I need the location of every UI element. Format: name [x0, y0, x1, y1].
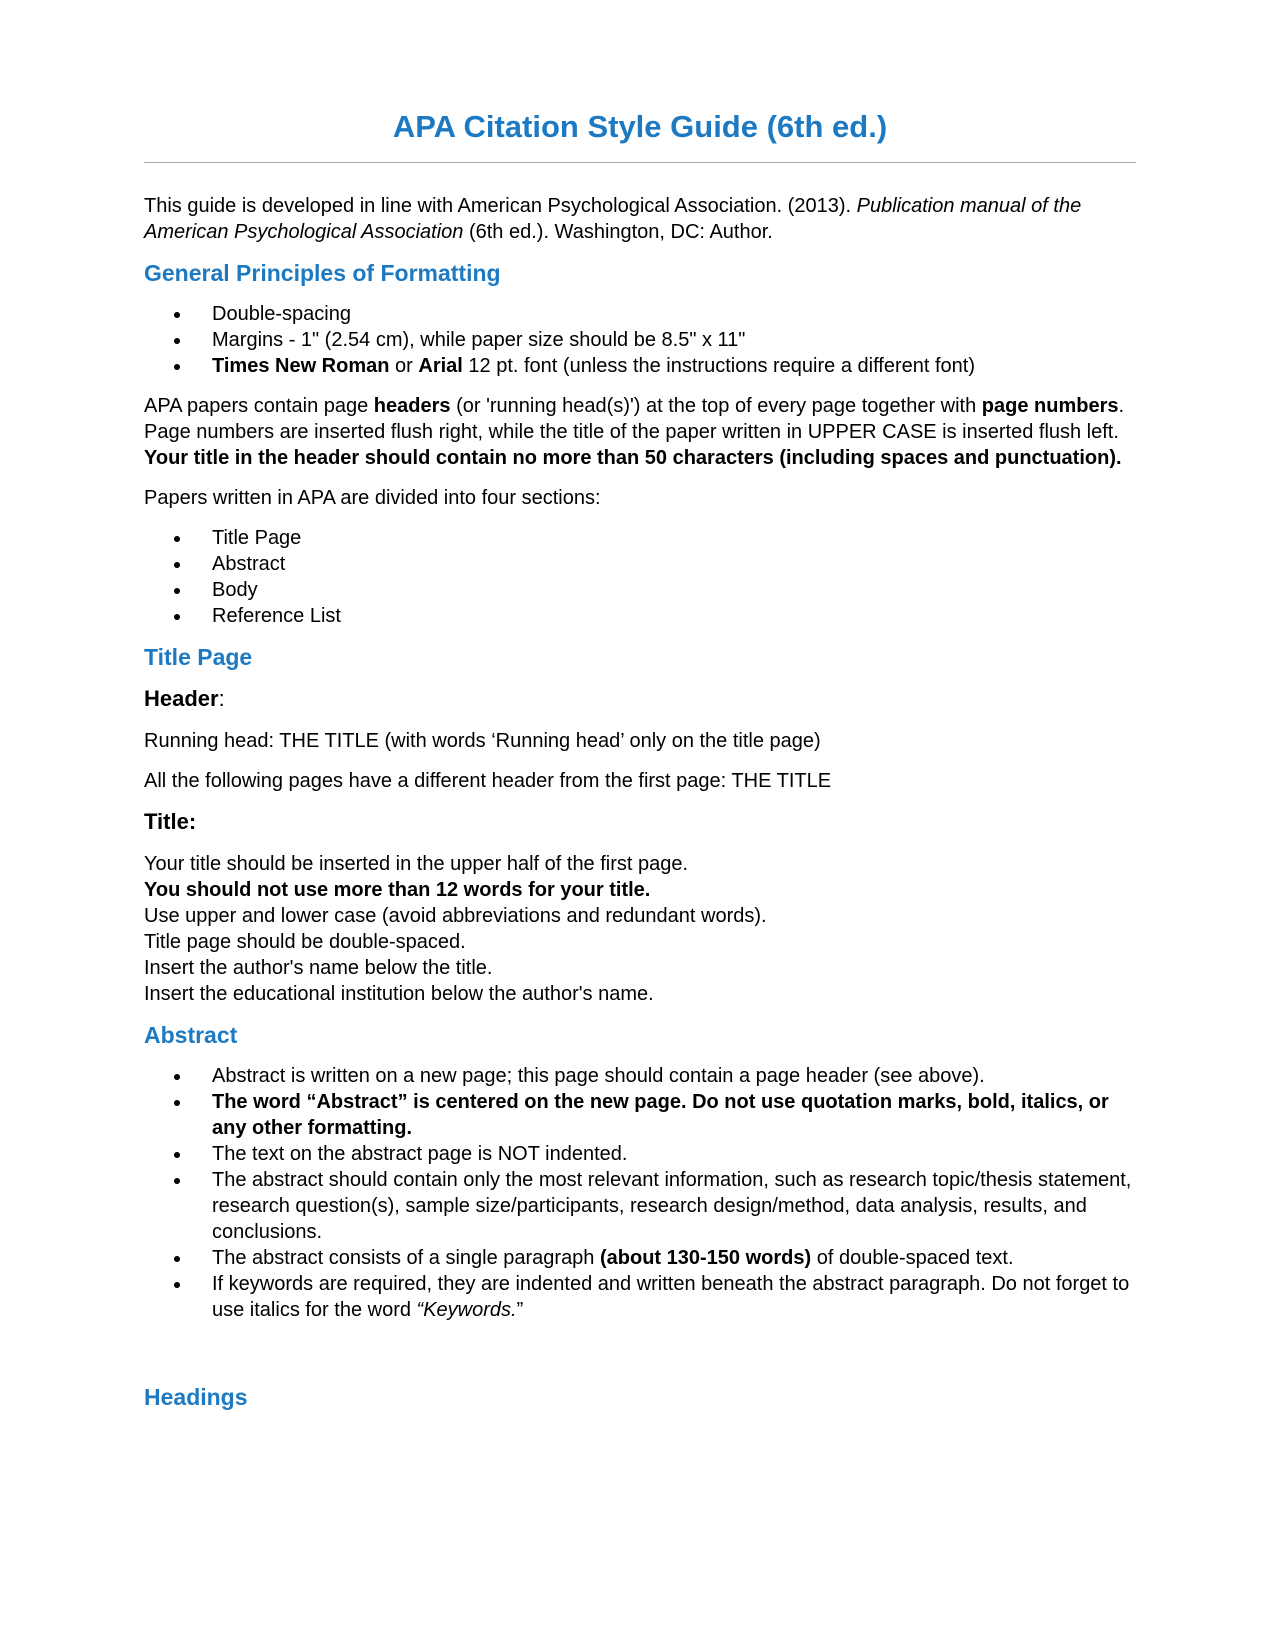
heading-title-page: Title Page — [144, 644, 253, 670]
text-run: Double-spacing — [212, 303, 351, 325]
guideline-line — [144, 929, 1136, 955]
paper-sections-list — [144, 525, 1136, 629]
text-run: The abstract consists of a single paragraph — [212, 1247, 600, 1269]
list-item — [192, 353, 1136, 379]
headers-paragraph — [144, 393, 1136, 471]
text-run: Your title in the header should contain no more than 50 characters (including spaces and punctuation). — [144, 447, 1122, 469]
text-run: The abstract should contain only the most relevant information, such as research topic/thesis statement, research question(s), sample size/participants, research design/method, data analysis, results, and conclusions. — [212, 1169, 1132, 1243]
heading-abstract: Abstract — [144, 1022, 238, 1048]
text-run: (or 'running head(s)') at the top of every page together with — [450, 395, 982, 417]
text-run: Your title should be inserted in the upper half of the first page. — [144, 853, 689, 875]
text-run: Abstract is written on a new page; this page should contain a page header (see above). — [212, 1065, 985, 1087]
text-run: (about 130-150 words) — [600, 1247, 812, 1269]
formatting-list — [144, 301, 1136, 379]
intro-paragraph — [144, 193, 1136, 245]
title-divider — [144, 162, 1136, 163]
text-run: Use upper and lower case (avoid abbreviations and redundant words). — [144, 905, 767, 927]
text-run: : — [218, 686, 225, 711]
heading-general-principles: General Principles of Formatting — [144, 260, 501, 286]
text-run: 12 pt. font (unless the instructions require a different font) — [462, 355, 975, 377]
text-run: You should not use more than 12 words for your title. — [144, 879, 651, 901]
running-head-paragraph: Running head: THE TITLE (with words ‘Running head’ only on the title page) — [144, 730, 821, 752]
text-run: Publication manual of the American Psychological Association — [144, 195, 1082, 243]
text-run: Title page should be double-spaced. — [144, 931, 466, 953]
list-item: • Reference List — [192, 603, 1136, 629]
text-run: APA papers contain page — [144, 395, 374, 417]
list-item — [192, 1063, 1136, 1089]
text-run: Arial — [418, 355, 463, 377]
heading-headings: Headings — [144, 1384, 248, 1410]
text-run: or — [389, 355, 419, 377]
sections-intro-paragraph: Papers written in APA are divided into four sections: — [144, 487, 601, 509]
list-item — [192, 1245, 1136, 1271]
guideline-line — [144, 851, 1136, 877]
text-run: Header — [144, 686, 219, 711]
text-run: (6th ed.). Washington, DC: Author. — [463, 221, 773, 243]
text-run: ” — [516, 1299, 524, 1321]
text-run: “Keywords. — [416, 1299, 517, 1321]
subheading-header — [144, 685, 1136, 712]
text-run: Title: — [144, 809, 197, 834]
text-run: If keywords are required, they are indented and written beneath the abstract paragraph. Do not forget to use italics for the word — [212, 1273, 1130, 1321]
list-item — [192, 301, 1136, 327]
list-item — [192, 327, 1136, 353]
guideline-line — [144, 981, 1136, 1007]
list-item — [192, 1141, 1136, 1167]
text-run: The text on the abstract page is NOT indented. — [212, 1143, 628, 1165]
following-pages-paragraph: All the following pages have a different header from the first page: THE TITLE — [144, 770, 832, 792]
text-run: headers — [373, 395, 451, 417]
guideline-line — [144, 877, 1136, 903]
list-item: • Abstract — [192, 551, 1136, 577]
text-run: . Page numbers are inserted flush right, while the title of the paper written in UPPER CASE is inserted flush left. — [144, 395, 1125, 443]
text-run: of double-spaced text. — [811, 1247, 1014, 1269]
list-item — [192, 1167, 1136, 1245]
text-run: Margins - 1" (2.54 cm), while paper size should be 8.5" x 11" — [212, 329, 746, 351]
text-run: page numbers — [981, 395, 1119, 417]
list-item — [192, 1271, 1136, 1323]
text-run: Insert the educational institution below the author's name. — [144, 983, 654, 1005]
list-item: • Body — [192, 577, 1136, 603]
text-run: The word “Abstract” is centered on the new page. Do not use quotation marks, bold, italics, or any other formatting. — [212, 1091, 1109, 1139]
document-title: APA Citation Style Guide (6th ed.) — [392, 109, 888, 144]
text-run: Times New Roman — [212, 355, 390, 377]
list-item: • Title Page — [192, 525, 1136, 551]
text-run: This guide is developed in line with American Psychological Association. (2013). — [144, 195, 857, 217]
text-run: Insert the author's name below the title. — [144, 957, 493, 979]
list-item — [192, 1089, 1136, 1141]
title-guidelines — [144, 851, 1136, 1007]
subheading-title — [144, 808, 1136, 835]
guideline-line — [144, 903, 1136, 929]
abstract-list — [144, 1063, 1136, 1323]
guideline-line — [144, 955, 1136, 981]
